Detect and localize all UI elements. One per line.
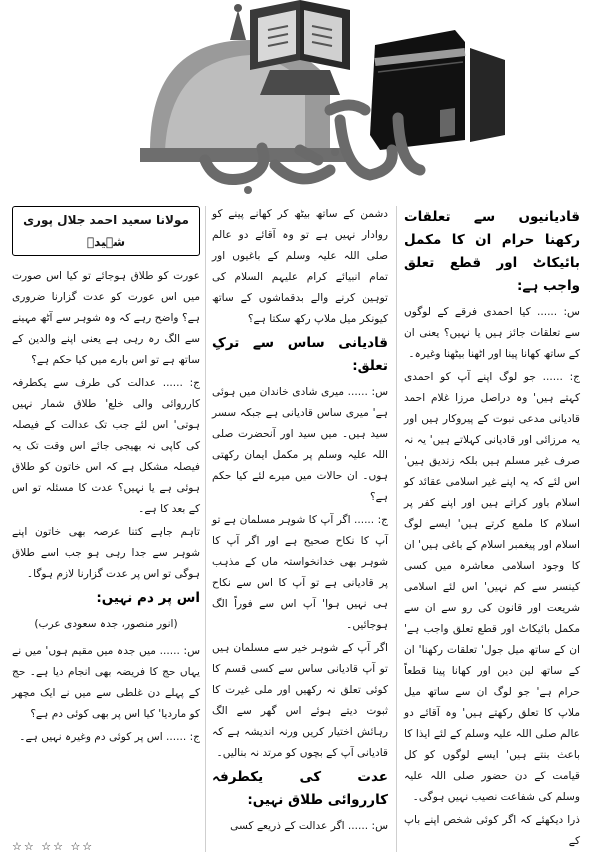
middle-column: [212, 204, 388, 839]
right-column: [404, 204, 580, 854]
intro-paragraph: دشمن کے ساتھ بیٹھ کر کھانے پینے کو روادار نہیں ہے تو وہ آقائے دو عالم صلی اللہ علیہ وسلم کے باغیوں اور تمام انبیائے کرام علیہم السلام کی توہین کرنے والے بدقماشوں کے ساتھ کیونکر میل ملاپ رکھ سکتا ہے؟: [212, 208, 388, 325]
author-byline: مولانا سعید احمد جلال پوری شہیدؒ: [12, 206, 200, 256]
answer-paragraph: ج: ...... اس پر کوئی دم وغیرہ نہیں ہے۔: [19, 731, 200, 743]
answer-paragraph: ج: ...... جو لوگ اپنے آپ کو احمدی کہتے ہیں' وہ دراصل مرزا غلام احمد قادیانی مدعی نبوت کے پیروکار ہیں اور یہ مرزائی اور قادیانی کہلاتے ہیں' یہ نہ صرف غیر مسلم ہیں بلکہ زندیق ہیں' اس لئے کہ یہ اپنے غیر اسلامی عقائد کو اسلام باور کراتے ہیں اور اپنے کفر پر اسلام کا ملمع کرتے ہیں' ایسے لوگ اسلام اور پیغمبر اسلام کے باغی ہیں' ان کا وجود اسلامی معاشرہ میں کسی کینسر سے کم نہیں' اس لئے اسلامی شریعت اور قانون کی رو سے ان سے مکمل بائیکاٹ اور قطع تعلق واجب ہے' ان کے ساتھ میل جول' تعلقات رکھنا' ان کے ساتھ لین دین اور کھانا پینا قطعاً حرام ہے' جو لوگ ان سے ساتھ میل ملاپ کا تعلق رکھتے ہیں' وہ آقائے دو عالم صلی اللہ علیہ وسلم کے لئے ایذا کا باعث بنتے ہیں' ایسے لوگوں کو کل قیامت کے دن حضور صلی اللہ علیہ وسلم کی شفاعت نصیب نہیں ہوگی۔: [404, 371, 580, 803]
section-heading: عدت کی یکطرفہ کارروائی طلاق نہیں:: [212, 769, 388, 808]
column-divider: [205, 206, 206, 852]
question-paragraph: س: ...... کیا احمدی فرقے کے لوگوں سے تعلقات جائز ہیں یا نہیں؟ یعنی ان کے ساتھ کھانا پینا اور اٹھنا بیٹھنا وغیرہ۔: [404, 306, 580, 360]
answer-paragraph: تاہم جاہے کتنا عرصہ بھی خاتون اپنے شوہر سے جدا رہی ہو جب اسے طلاق ہوگی تو اس پر عدت گزارنا لازم ہوگا۔: [12, 526, 200, 580]
answer-paragraph: اگر آپ کے شوہر خیر سے مسلمان ہیں تو آپ قادیانی ساس سے کسی قسم کا کوئی تعلق نہ رکھیں اور ملی غیرت کا ثبوت دیتے ہوئے اس گھر سے الگ رہائش اختیار کریں ورنہ اندیشہ ہے کہ قادیانی آپ کے بچوں کو مرتد نہ بنالیں۔: [212, 642, 388, 759]
question-paragraph: س: ...... میں جدہ میں مقیم ہوں' میں نے یہاں حج کا فریضہ بھی انجام دیا ہے۔ حج کے پہلے دن غلطی سے میں نے ایک مچھر کو ماردیا' کیا اس پر بھی کوئی دم ہے؟: [12, 645, 200, 720]
column-divider: [396, 206, 397, 852]
question-paragraph: عورت کو طلاق ہوجائے تو کیا اس صورت میں اس عورت کو عدت گزارنا ضروری ہے؟ واضح رہے کہ وہ شوہر سے آٹھ مہینے سے الگ رہ رہی ہے یعنی اپنے والدین کے ساتھ ہے تو اس بارے میں کیا حکم ہے؟: [12, 270, 200, 366]
left-column: [12, 204, 200, 750]
question-paragraph: س: ...... اگر عدالت کے ذریعے کسی: [230, 820, 388, 832]
continuation-paragraph: ذرا دیکھئے کہ اگر کوئی شخص اپنے باپ کے: [404, 814, 580, 847]
section-heading: اس پر دم نہیں:: [96, 590, 200, 606]
answer-paragraph: ج: ...... اگر آپ کا شوہر مسلمان ہے تو آپ کا نکاح صحیح ہے اور اگر آپ کا شوہر بھی خدانخواستہ ماں کے مذہب پر قادیانی ہے تو آپ کا اس سے نکاح ہی نہیں ہوا' آپ اس سے فوراً الگ ہوجائیں۔: [212, 514, 388, 631]
end-stars: ☆☆ ☆☆ ☆☆: [12, 840, 95, 853]
questioner-source: (انور منصور، جدہ سعودی عرب): [34, 618, 178, 630]
section-heading: قادیانیوں سے تعلقات رکھنا حرام ان کا مکمل بائیکاٹ اور قطع تعلق واجب ہے:: [404, 209, 580, 294]
question-paragraph: س: ...... میری شادی خاندان میں ہوئی ہے' میری ساس قادیانی ہے جبکہ سسر سید ہیں۔ میں سید اور آنحضرت صلی اللہ علیہ وسلم پر مکمل ایمان رکھتی ہوں۔ ان حالات میں میرے لئے کیا حکم ہے؟: [212, 386, 388, 503]
header-illustration: [0, 0, 590, 200]
answer-paragraph: ج: ...... عدالت کی طرف سے یکطرفہ کارروائی والی خلع' طلاق شمار نہیں ہوتی' اس لئے جب تک عدالت کے فیصلہ کی کاپی نہ بھیجی جائے اس وقت تک یہ فیصلہ مشکل ہے کہ اس خاتون کو طلاق ہوئی ہے یا نہیں؟ عدت کا مسئلہ تو اس کے بعد کا ہے۔: [12, 377, 200, 515]
kaaba-illustration: [370, 30, 505, 150]
section-heading: قادیانی ساس سے ترکِ تعلق:: [212, 335, 388, 374]
header-artwork: [0, 0, 590, 200]
